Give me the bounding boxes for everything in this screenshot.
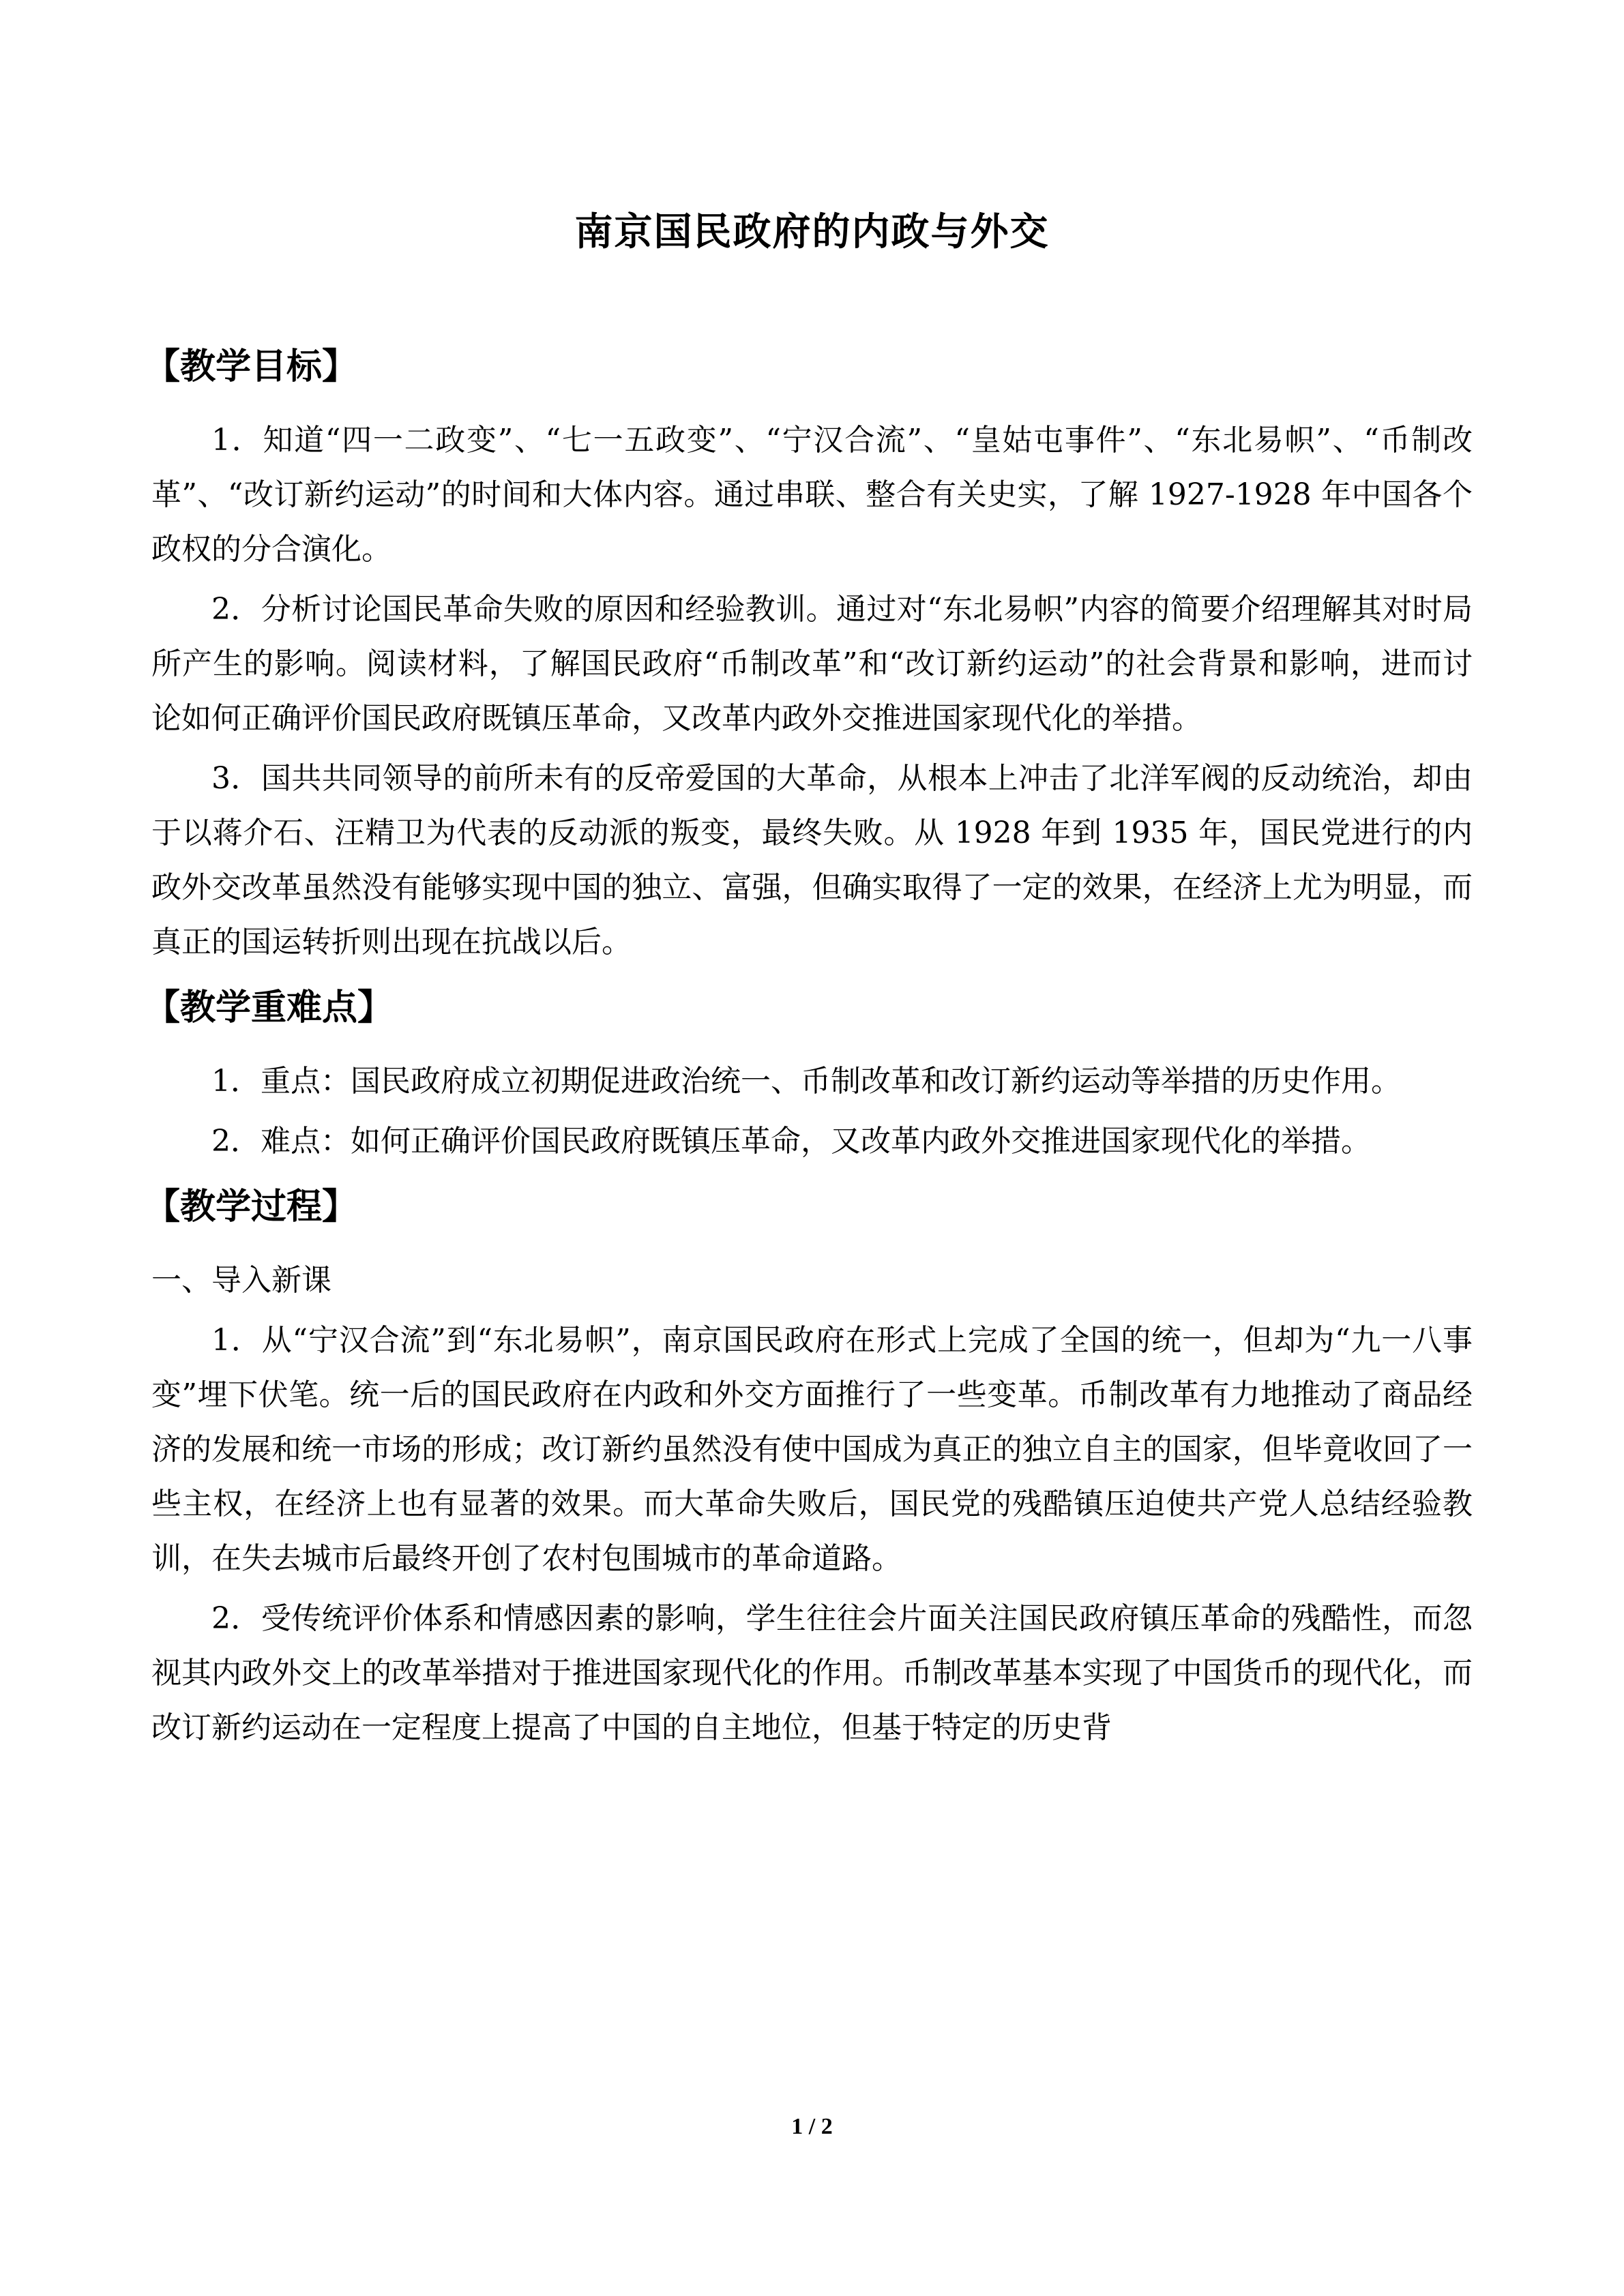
process-subheading: 一、导入新课: [151, 1263, 331, 1298]
key-points-paragraph-1: 1．重点：国民政府成立初期促进政治统一、币制改革和改订新约运动等举措的历史作用。: [211, 1064, 1401, 1099]
document-body: [145, 205, 1473, 1761]
section-heading-process: 【教学过程】: [145, 1187, 358, 1227]
goals-paragraph-2: 2．分析讨论国民革命失败的原因和经验教训。通过对“东北易帜”内容的简要介绍理解其对时局所产生的影响。阅读材料，了解国民政府“币制改革”和“改订新约运动”的社会背景和影响，进而讨论如何正确评价国民政府既镇压革命，又改革内政外交推进国家现代化的举措。: [151, 592, 1473, 736]
goals-paragraph-1: 1．知道“四一二政变”、“七一五政变”、“宁汉合流”、“皇姑屯事件”、“东北易帜”、“币制改革”、“改订新约运动”的时间和大体内容。通过串联、整合有关史实，了解 1927-1928 年中国各个政权的分合演化。: [151, 423, 1473, 567]
section-heading-key-points: 【教学重难点】: [145, 987, 394, 1028]
page-title: 南京国民政府的内政与外交: [574, 209, 1050, 254]
process-paragraph-2: 2．受传统评价体系和情感因素的影响，学生往往会片面关注国民政府镇压革命的残酷性，而忽视其内政外交上的改革举措对于推进国家现代化的作用。币制改革基本实现了中国货币的现代化，而改订新约运动在一定程度上提高了中国的自主地位，但基于特定的历史背: [151, 1601, 1473, 1745]
section-heading-goals: 【教学目标】: [145, 346, 358, 387]
page-number: 1 / 2: [791, 2114, 833, 2139]
process-paragraph-1: 1．从“宁汉合流”到“东北易帜”，南京国民政府在形式上完成了全国的统一，但却为“九一八事变”埋下伏笔。统一后的国民政府在内政和外交方面推行了一些变革。币制改革有力地推动了商品经济的发展和统一市场的形成；改订新约虽然没有使中国成为真正的独立自主的国家，但毕竟收回了一些主权，在经济上也有显著的效果。而大革命失败后，国民党的残酷镇压迫使共产党人总结经验教训，在失去城市后最终开创了农村包围城市的革命道路。: [151, 1323, 1473, 1576]
goals-paragraph-3: 3．国共共同领导的前所未有的反帝爱国的大革命，从根本上冲击了北洋军阀的反动统治，却由于以蒋介石、汪精卫为代表的反动派的叛变，最终失败。从 1928 年到 1935 年，国民党进行的内政外交改革虽然没有能够实现中国的独立、富强，但确实取得了一定的效果，在经济上尤为明显，而真正的国运转折则出现在抗战以后。: [151, 761, 1473, 959]
key-points-paragraph-2: 2．难点：如何正确评价国民政府既镇压革命，又改革内政外交推进国家现代化的举措。: [211, 1124, 1371, 1159]
